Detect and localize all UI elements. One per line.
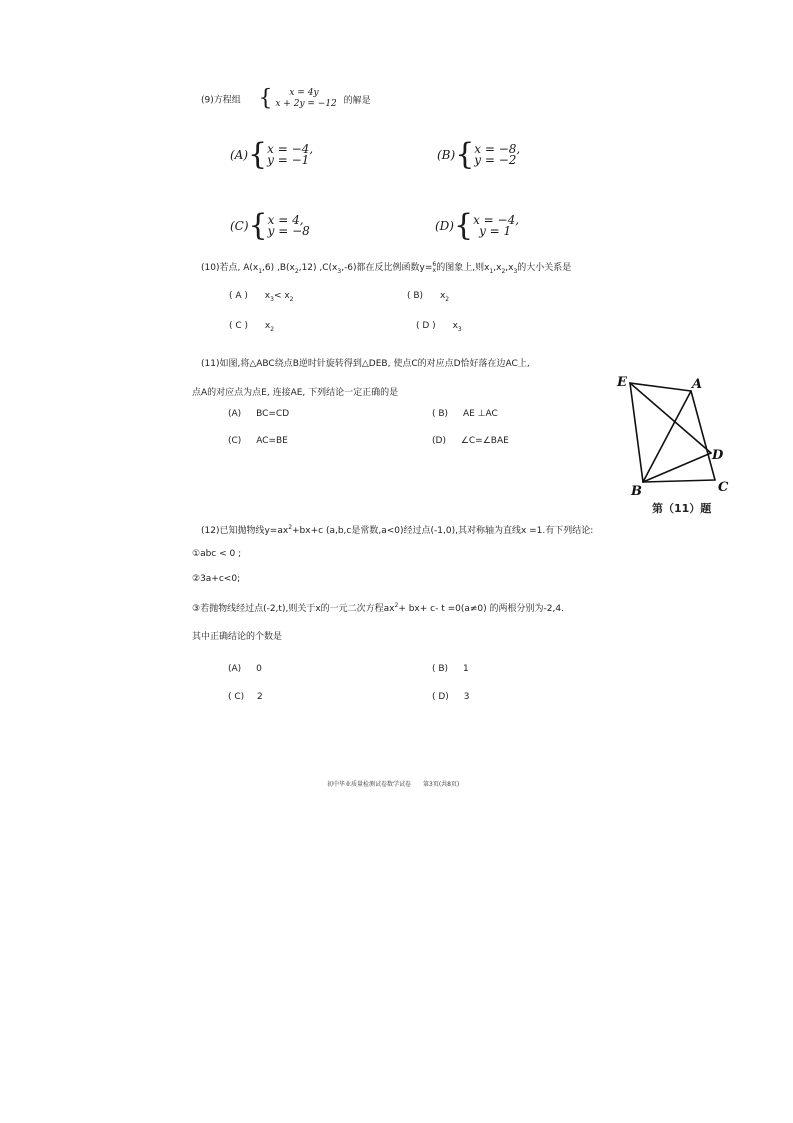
segment-EB [630, 383, 643, 482]
q12-option-d-label: ( D) [432, 692, 449, 702]
q10-option-c-label: ( C ) [229, 321, 249, 331]
q9-eq2: x + 2y = −12 [275, 99, 337, 109]
q12-option-c[interactable] [228, 692, 263, 702]
q11-option-a-text: BC=CD [256, 409, 290, 419]
q10-option-b[interactable] [407, 291, 449, 303]
q9-option-c-label: (C) [230, 219, 249, 233]
q9-option-b-label: (B) [437, 148, 456, 162]
q10-post-sub2: 2 [501, 267, 506, 275]
page-footer: 初中毕业质量检测试卷数学试卷 第3页(共8页) [327, 781, 460, 788]
q11-option-b-label: ( B) [432, 409, 449, 419]
q9-option-a-l1: x = −4, [267, 142, 314, 156]
q9-option-b-l1: x = −8, [474, 142, 521, 156]
q10-frac-den: x [432, 266, 437, 274]
q9-tail: 的解是 [343, 95, 371, 106]
q11-option-c-label: (C) [228, 436, 242, 446]
q12-c3-post: + bx+ c- t =0(a≠0) 的两根分别为-2,4. [398, 604, 564, 614]
q10-pre: (10)若点, A(x [201, 263, 259, 273]
q12-option-b-label: ( B) [432, 664, 449, 674]
vertex-label-E: E [617, 375, 627, 390]
q10-post: 的图象上,则x [436, 263, 490, 273]
q9-system [275, 88, 336, 110]
q12-c3-pre: ③若抛物线经过点(-2,t),则关于x的一元二次方程ax [192, 604, 395, 614]
q12-conclusion-1: ①abc < 0 ; [192, 549, 242, 559]
vertex-label-A: A [692, 377, 703, 392]
q12-sq: 2 [288, 524, 293, 531]
q12-conclusion-2: ②3a+c<0; [192, 574, 241, 584]
q10-sub1: 1 [258, 267, 263, 275]
segment-AC [691, 391, 715, 480]
q9-option-b[interactable] [437, 137, 521, 172]
q9-option-d-l1: x = −4, [473, 213, 520, 227]
q12-conclusion-3 [192, 601, 564, 614]
q9-option-a-system [267, 144, 313, 166]
q10-option-c-text: x [264, 321, 271, 331]
q10-option-a-sub2: 2 [289, 295, 294, 303]
q9-option-b-brace: { [455, 137, 475, 172]
q11-option-b-text: AE ⊥AC [462, 409, 498, 419]
q10-post-sub1: 1 [489, 267, 494, 275]
q9-option-a-brace: { [248, 137, 268, 172]
q9-intro: (9)方程组 [201, 95, 241, 106]
vertex-label-C: C [718, 480, 729, 495]
q11-stem-line2: 点A的对应点为点E, 连接AE, 下列结论一定正确的是 [192, 388, 399, 398]
q12-option-b[interactable] [432, 664, 469, 674]
q9-option-d-label: (D) [435, 219, 454, 233]
q9-option-a-label: (A) [230, 148, 249, 162]
q10-option-b-label: ( B) [407, 291, 424, 301]
segment-EA [630, 383, 691, 391]
q10-option-d-label: ( D ) [416, 321, 436, 331]
vertex-label-B: B [631, 484, 642, 499]
q10-option-b-sub: 2 [445, 295, 450, 303]
q10-post-sub3: 3 [513, 267, 518, 275]
q9-stem [201, 88, 371, 110]
q10-post-end: 的大小关系是 [517, 263, 572, 273]
q9-option-d[interactable] [435, 208, 520, 243]
q12-pre: (12)已知抛物线y=ax [201, 526, 289, 536]
q9-eq1: x = 4y [289, 88, 319, 98]
q10-option-c-sub: 2 [270, 325, 275, 333]
q11-option-d[interactable] [432, 436, 509, 446]
q12-option-a-text: 0 [256, 664, 262, 674]
q10-option-a-sub: 3 [270, 295, 274, 303]
q11-option-d-text: ∠C=∠BAE [460, 436, 509, 446]
q10-mid2: ,12) ,C(x [298, 263, 338, 273]
q12-post: +bx+c (a,b,c是常数,a<0)经过点(-1,0),其对称轴为直线x =1.有下列结论: [292, 526, 594, 536]
q9-brace: { [258, 86, 273, 111]
q12-option-d-text: 3 [463, 692, 470, 702]
q10-option-a[interactable] [229, 291, 294, 303]
q11-option-c-text: AC=BE [256, 436, 288, 446]
q10-option-d-text: x [452, 321, 458, 331]
q10-frac-num: 6 [432, 260, 437, 268]
q10-option-c[interactable] [229, 321, 274, 333]
q11-stem-line1: (11)如图,将△ABC绕点B逆时针旋转得到△DEB, 使点C的对应点D恰好落在边AC上, [201, 359, 530, 369]
q12-option-a[interactable] [228, 664, 262, 674]
q10-post-c1: ,x [493, 263, 502, 273]
vertex-label-D: D [712, 448, 724, 463]
q12-option-c-label: ( C) [228, 692, 245, 702]
q10-mid1: ,6) ,B(x [262, 263, 295, 273]
q9-option-c[interactable] [230, 208, 310, 243]
q10-mid3: ,-6)都在反比例函数y= [341, 263, 433, 273]
q11-option-c[interactable] [228, 436, 288, 446]
segment-BD [643, 453, 711, 482]
q10-stem [201, 260, 571, 275]
segment-BC [643, 480, 715, 482]
segment-AB [643, 391, 691, 482]
q12-option-b-text: 1 [462, 664, 469, 674]
q12-stem [201, 523, 593, 536]
q10-sub2: 2 [294, 267, 299, 275]
q11-option-b[interactable] [432, 409, 498, 419]
q12-option-c-text: 2 [257, 692, 263, 702]
q11-option-a[interactable] [228, 409, 289, 419]
q12-option-d[interactable] [432, 692, 469, 702]
q9-option-a[interactable] [230, 137, 314, 172]
q10-post-c2: ,x [505, 263, 514, 273]
q10-option-d-sub: 3 [457, 325, 462, 333]
q10-option-b-text: x [439, 291, 446, 301]
q9-option-a-l2: y = −1 [267, 153, 310, 167]
q9-option-c-brace: { [248, 208, 268, 243]
q9-option-c-system [268, 215, 310, 237]
q9-option-b-system [474, 144, 520, 166]
q9-option-c-l1: x = 4, [267, 213, 304, 227]
q10-option-a-rest: < x [273, 291, 290, 301]
q10-option-d[interactable] [416, 321, 462, 333]
q10-option-a-label: ( A ) [229, 291, 248, 301]
q11-figure-caption: 第（11）题 [652, 502, 712, 515]
q9-option-d-system [473, 215, 519, 237]
q12-option-a-label: (A) [228, 664, 242, 674]
q11-geometry-figure [614, 374, 734, 514]
q9-option-b-l2: y = −2 [474, 153, 517, 167]
q10-option-a-text: x [264, 291, 271, 301]
q9-option-d-brace: { [453, 208, 474, 243]
q9-option-d-l2: y = 1 [479, 224, 512, 238]
q12-question: 其中正确结论的个数是 [192, 632, 283, 642]
q11-option-d-label: (D) [432, 436, 446, 446]
q9-option-c-l2: y = −8 [267, 224, 310, 238]
q10-sub3: 3 [337, 267, 342, 275]
q12-c3-sq: 2 [394, 602, 399, 609]
q11-option-a-label: (A) [228, 409, 242, 419]
